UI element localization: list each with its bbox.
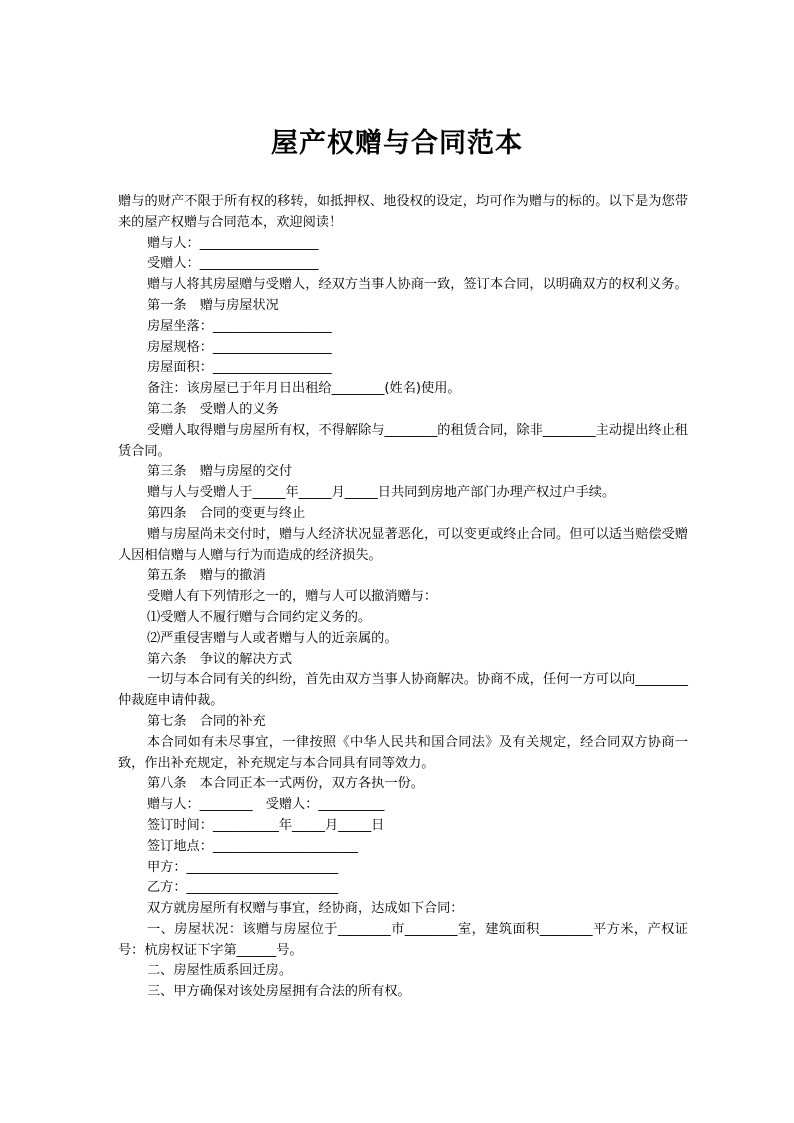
document-paragraph: 第二条 受赠人的义务 bbox=[147, 401, 279, 417]
document-paragraph: 一、房屋状况：该赠与房屋位于________市________室，建筑面积________平方米，产权证号：杭房权证下字第______号。 bbox=[118, 921, 688, 958]
document-paragraph: 赠与人与受赠人于_____年_____月_____日共同到房地产部门办理产权过户手续。 bbox=[147, 485, 616, 501]
document-paragraph: 第五条 赠与的撤消 bbox=[147, 568, 266, 584]
document-paragraph: 赠与的财产不限于所有权的移转，如抵押权、地役权的设定，均可作为赠与的标的。以下是为您带来的屋产权赠与合同范本，欢迎阅读！ bbox=[118, 194, 688, 230]
document-paragraph: 房屋面积：__________________ bbox=[147, 360, 332, 376]
document-paragraph: 受赠人：__________________ bbox=[147, 256, 319, 272]
document-paragraph: 签订地点：______________________ bbox=[147, 838, 358, 854]
document-paragraph: 二、房屋性质系回迁房。 bbox=[147, 963, 293, 979]
document-paragraph: ⑵严重侵害赠与人或者赠与人的近亲属的。 bbox=[147, 630, 398, 646]
document-paragraph: 第七条 合同的补充 bbox=[147, 713, 266, 729]
document-paragraph: 受赠人有下列情形之一的，赠与人可以撤消赠与： bbox=[147, 589, 438, 605]
document-paragraph: 备注：该房屋已于年月日出租给________(姓名)使用。 bbox=[147, 381, 461, 397]
document-paragraph: 三、甲方确保对该处房屋拥有合法的所有权。 bbox=[147, 984, 411, 1000]
document-paragraph: 第八条 本合同正本一式两份，双方各执一份。 bbox=[147, 776, 424, 792]
document-paragraph: 赠与人：________ 受赠人：__________ bbox=[147, 797, 385, 813]
document-paragraph: 双方就房屋所有权赠与事宜，经协商，达成如下合同： bbox=[147, 901, 464, 917]
document-paragraph: ⑴受赠人不履行赠与合同约定义务的。 bbox=[147, 609, 372, 625]
document-paragraph: 赠与房屋尚未交付时，赠与人经济状况显著恶化，可以变更或终止合同。但可以适当赔偿受赠人因相信赠与人赠与行为而造成的经济损失。 bbox=[118, 526, 688, 563]
document-paragraph: 甲方：_______________________ bbox=[147, 859, 339, 875]
document-paragraph: 第一条 赠与房屋状况 bbox=[147, 297, 279, 313]
document-paragraph: 签订时间：__________年_____月_____日 bbox=[147, 817, 385, 833]
document-paragraph: 一切与本合同有关的纠纷，首先由双方当事人协商解决。协商不成，任何一方可以向________仲裁庭申请仲裁。 bbox=[118, 672, 688, 709]
document-paragraph: 赠与人：__________________ bbox=[147, 235, 319, 251]
document-paragraph: 房屋规格：__________________ bbox=[147, 339, 332, 355]
document-paragraph: 第三条 赠与房屋的交付 bbox=[147, 464, 293, 480]
document-paragraph: 赠与人将其房屋赠与受赠人，经双方当事人协商一致，签订本合同，以明确双方的权利义务。 bbox=[147, 277, 688, 293]
document-body bbox=[118, 192, 688, 1003]
document-paragraph: 乙方：_______________________ bbox=[147, 880, 339, 896]
document-paragraph: 第四条 合同的变更与终止 bbox=[147, 505, 306, 521]
document-paragraph: 受赠人取得赠与房屋所有权，不得解除与________的租赁合同，除非________主动提出终止租赁合同。 bbox=[118, 422, 688, 459]
document-title: 屋产权赠与合同范本 bbox=[271, 128, 523, 159]
document-paragraph: 本合同如有未尽事宜，一律按照《中华人民共和国合同法》及有关规定，经合同双方协商一致，作出补充规定，补充规定与本合同具有同等效力。 bbox=[118, 734, 688, 771]
document-paragraph: 第六条 争议的解决方式 bbox=[147, 651, 293, 667]
document-paragraph: 房屋坐落：__________________ bbox=[147, 318, 332, 334]
